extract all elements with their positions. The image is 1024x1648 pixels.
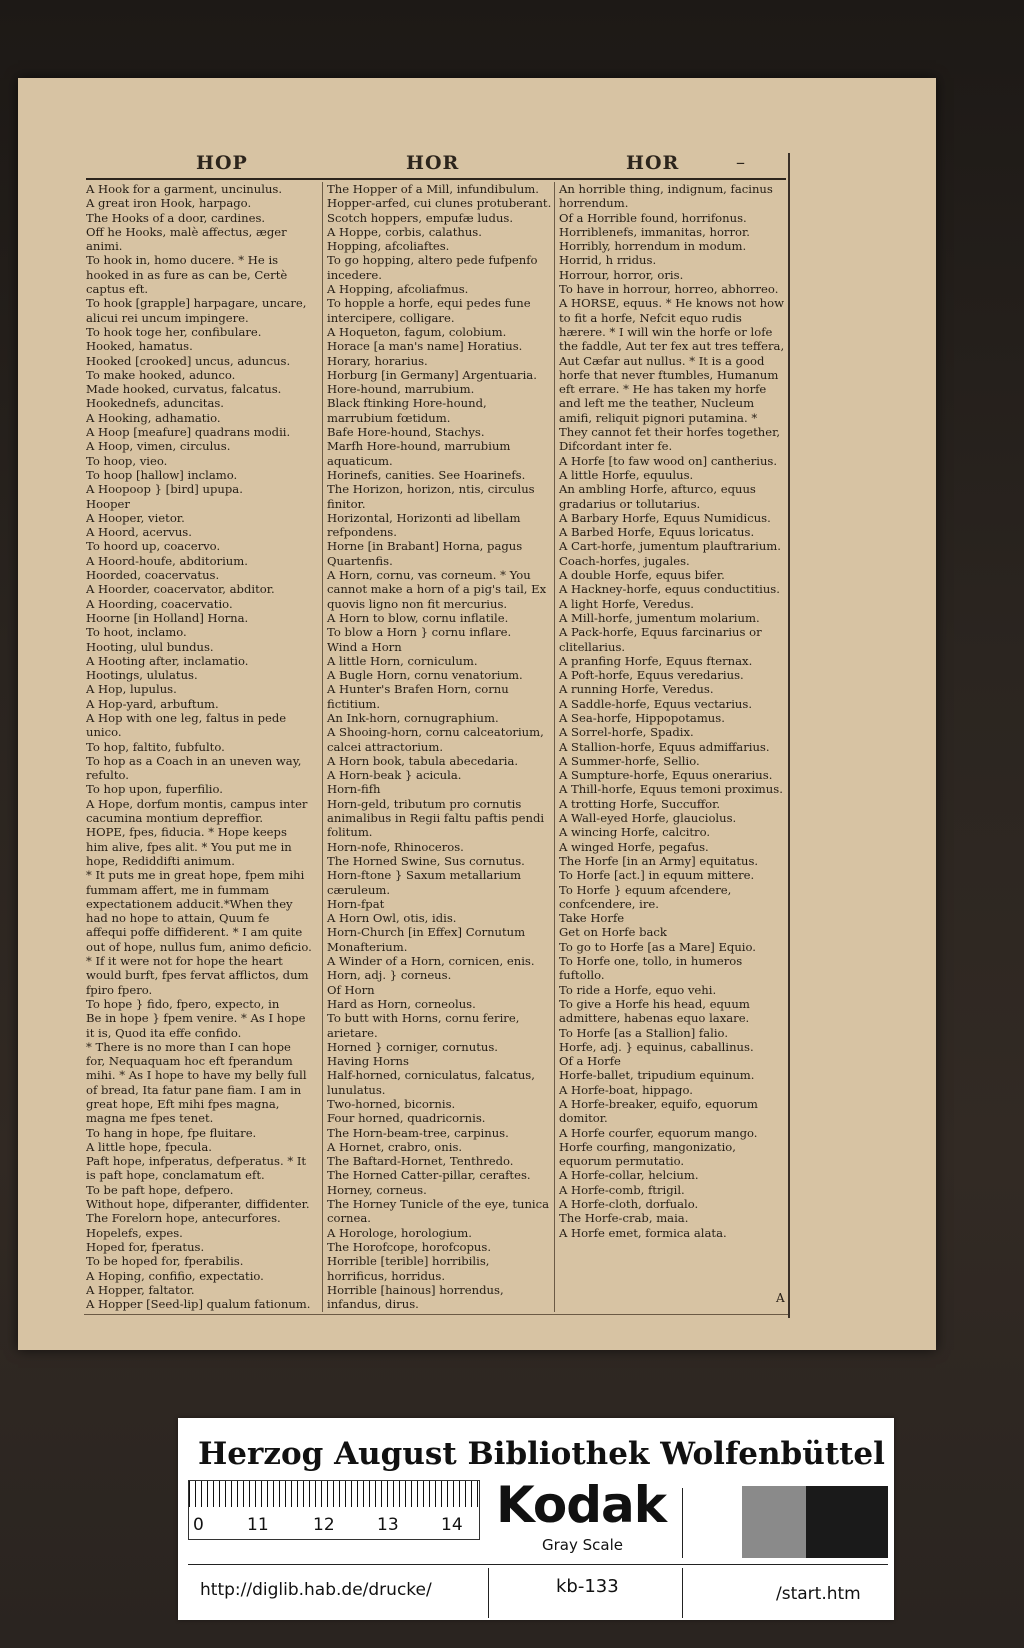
dictionary-entry: The Horney Tunicle of the eye, tunica cornea.: [327, 1197, 550, 1226]
ruler-label: 13: [377, 1515, 399, 1535]
dictionary-entry: A Horologe, horologium.: [327, 1225, 472, 1240]
dictionary-entry: An ambling Horfe, afturco, equus gradarius or tollutarius.: [559, 482, 756, 511]
dictionary-entry: A Horfe-comb, ftrigil.: [559, 1182, 685, 1197]
dictionary-entry: Off he Hooks, malè affectus, æger animi.: [86, 224, 287, 254]
dictionary-entry: Hooper: [86, 496, 130, 511]
dictionary-entry: To Horfe [act.] in equum mittere.: [559, 868, 755, 883]
dictionary-entry: Take Horfe: [559, 911, 625, 926]
header-dash: –: [736, 152, 745, 173]
ruler-label: 0: [193, 1515, 204, 1535]
dictionary-entry: Of Horn: [327, 982, 375, 997]
dictionary-entry: Having Horns: [327, 1054, 409, 1069]
dictionary-entry: A great iron Hook, harpago.: [86, 196, 252, 211]
dictionary-entry: A pranfing Horfe, Equus fternax.: [559, 653, 753, 668]
dictionary-entry: Be in hope } fpem venire. * As I hope it is, Quod ita effe confido.: [86, 1011, 306, 1040]
dictionary-entry: To hang in hope, fpe fluitare.: [86, 1125, 257, 1140]
dictionary-entry: * There is no more than I can hope for, Nequaquam hoc eft fperandum mihi. * As I hope to have my belly full of bread, Ita fatur pane fiam. I am in great hope, Eft mihi fpes magna, magna me fpes tenet.: [86, 1039, 307, 1126]
header-center: HOR: [406, 152, 460, 174]
dictionary-entry: Horinefs, canities. See Hoarinefs.: [327, 467, 526, 482]
dictionary-entry: Hopper-arfed, cui clunes protuberant.: [327, 196, 552, 211]
dictionary-entry: A Thill-horfe, Equus temoni proximus.: [559, 782, 783, 797]
dictionary-entry: To go to Horfe [as a Mare] Equio.: [559, 939, 756, 954]
dictionary-entry: Paft hope, infperatus, defperatus. * It is paft hope, conclamatum eft.: [86, 1154, 307, 1183]
dictionary-entry: A Hoping, confifio, expectatio.: [86, 1268, 264, 1283]
dictionary-entry: A Sumpture-horfe, Equus onerarius.: [559, 768, 773, 783]
dictionary-entry: A Hoorder, coacervator, abditor.: [86, 582, 275, 597]
ruler-label: 11: [247, 1515, 269, 1535]
dictionary-entry: Horn-nofe, Rhinoceros.: [327, 839, 464, 854]
dictionary-entry: Horfe, adj. } equinus, caballinus.: [559, 1039, 754, 1054]
dictionary-entry: To butt with Horns, cornu ferire, arietare.: [327, 1011, 520, 1040]
dictionary-entry: An Ink-horn, cornugraphium.: [327, 710, 499, 725]
dictionary-entry: A Hooking, adhamatio.: [86, 410, 221, 425]
dictionary-entry: To blow a Horn } cornu inflare.: [327, 625, 512, 640]
dictionary-entry: A Hunter's Brafen Horn, cornu fictitium.: [327, 682, 509, 711]
dictionary-entry: The Horfe [in an Army] equitatus.: [559, 853, 759, 868]
dictionary-entry: A Horfe courfer, equorum mango.: [559, 1125, 758, 1140]
dictionary-entry: To Horfe } equum afcendere, confcendere, ire.: [559, 882, 732, 911]
dictionary-entry: A Winder of a Horn, cornicen, enis.: [327, 954, 535, 969]
column-1: [86, 182, 312, 1312]
start-path: /start.htm: [776, 1584, 861, 1604]
dictionary-entry: Hooked [crooked] uncus, aduncus.: [86, 353, 291, 368]
header-right: HOR: [626, 152, 680, 174]
dictionary-entry: Horn-ftone } Saxum metallarium cæruleum.: [327, 868, 522, 897]
dictionary-entry: To hopple a horfe, equi pedes fune intercipere, colligare.: [327, 296, 531, 325]
dictionary-entry: Without hope, difperanter, diffidenter.: [86, 1197, 310, 1212]
divider: [682, 1488, 683, 1558]
divider: [488, 1568, 489, 1618]
dictionary-entry: To hoot, inclamo.: [86, 625, 187, 640]
dictionary-entry: Hooked, hamatus.: [86, 339, 193, 354]
dictionary-entry: A Sea-horfe, Hippopotamus.: [559, 710, 725, 725]
dictionary-entry: A Pack-horfe, Equus farcinarius or clitellarius.: [559, 625, 762, 654]
dictionary-entry: Hooting, ulul bundus.: [86, 639, 214, 654]
dictionary-entry: Horrour, horror, oris.: [559, 267, 684, 282]
dictionary-entry: The Horfe-crab, maia.: [559, 1211, 689, 1226]
library-title: Herzog August Bibliothek Wolfenbüttel: [198, 1436, 885, 1472]
gray-scale-label: Gray Scale: [542, 1536, 623, 1554]
dictionary-entry: Horrid, h rridus.: [559, 253, 657, 268]
dictionary-entry: A Hoqueton, fagum, colobium.: [327, 324, 507, 339]
dictionary-entry: A Horn-beak } acicula.: [327, 768, 462, 783]
dictionary-entry: Horrible [hainous] horrendus, infandus, dirus.: [327, 1282, 504, 1312]
dictionary-entry: The Forelorn hope, antecurfores.: [86, 1211, 281, 1226]
dictionary-entry: A Horn, cornu, vas corneum. * You cannot make a horn of a pig's tail, Ex quovis ligno non fit mercurius.: [327, 568, 547, 611]
dictionary-entry: A Poft-horfe, Equus veredarius.: [559, 668, 744, 683]
dictionary-entry: To hoop, vieo.: [86, 453, 168, 468]
dictionary-entry: The Horofcope, horofcopus.: [327, 1239, 492, 1254]
dictionary-entry: * It puts me in great hope, fpem mihi fummam affert, me in fummam expectationem adducit.*When they had no hope to attain, Quum fe affequi poffe diffiderent. * I am quite out of hope, nullus fum, animo deficio. * If it were not for hope the heart would burft, fpes fervat afflictos, dum fpiro fpero.: [86, 868, 312, 997]
dictionary-entry: A Hop, lupulus.: [86, 682, 177, 697]
dictionary-entry: To give a Horfe his head, equum admittere, habenas equo laxare.: [559, 996, 750, 1026]
source-url: http://diglib.hab.de/drucke/: [200, 1580, 432, 1600]
dictionary-entry: A wincing Horfe, calcitro.: [559, 825, 711, 840]
dictionary-entry: To be paft hope, defpero.: [86, 1182, 234, 1197]
dictionary-entry: A winged Horfe, pegafus.: [559, 839, 709, 854]
ruler-label: 12: [313, 1515, 335, 1535]
dictionary-entry: A double Horfe, equus bifer.: [559, 568, 725, 583]
dictionary-entry: Wind a Horn: [327, 639, 402, 654]
dictionary-entry: A HORSE, equus. * He knows not how to fit a horfe, Nefcit equo rudis hærere. * I will win the horfe or lofe the faddle, Aut ter fex aut tres teffera, Aut Cæfar aut nullus. * It is a good horfe that never ftumbles, Humanum eft errare. * He has taken my horfe and left me the teather, Nucleum amifi, reliquit pignori putamina. * They cannot fet their horfes together, Difcordant inter fe.: [559, 296, 785, 454]
dictionary-entry: A Mill-horfe, jumentum molarium.: [559, 610, 760, 625]
dictionary-entry: A Horfe-boat, hippago.: [559, 1082, 693, 1097]
dictionary-entry: A Hope, dorfum montis, campus inter cacumina montium depreffior.: [86, 796, 308, 826]
dictionary-entry: To Horfe one, tollo, in humeros fuftollo.: [559, 954, 743, 983]
dictionary-entry: A Hoord-houfe, abditorium.: [86, 553, 248, 568]
dictionary-entry: A Horfe [to faw wood on] cantherius.: [559, 453, 778, 468]
dictionary-entry: To hook in, homo ducere. * He is hooked in as fure as can be, Certè captus eft.: [86, 253, 288, 297]
dictionary-entry: To ride a Horfe, equo vehi.: [559, 982, 717, 997]
page-frame-bottom: [84, 1314, 788, 1315]
dictionary-entry: Horizontal, Horizonti ad libellam refpondens.: [327, 510, 521, 540]
dictionary-entry: Horace [a man's name] Horatius.: [327, 339, 523, 354]
header-left: HOP: [196, 152, 248, 174]
dictionary-entry: Of a Horfe: [559, 1054, 621, 1069]
dictionary-entry: To hook toge her, confibulare.: [86, 324, 262, 339]
dictionary-entry: Half-horned, corniculatus, falcatus, lunulatus.: [327, 1068, 535, 1097]
dictionary-entry: HOPE, fpes, fiducia. * Hope keeps him alive, fpes alit. * You put me in hope, Rediddifti animum.: [86, 825, 292, 868]
dictionary-entry: A Hoop, vimen, circulus.: [86, 439, 231, 454]
gray-patch-dark: [806, 1486, 888, 1558]
dictionary-entry: A little hope, fpecula.: [86, 1139, 212, 1154]
ruler-label: 14: [441, 1515, 463, 1535]
page-frame-right: [788, 153, 790, 1318]
dictionary-entry: Horned } corniger, cornutus.: [327, 1039, 498, 1054]
dictionary-entry: A Shooing-horn, cornu calceatorium, calcei attractorium.: [327, 725, 544, 754]
running-header: [86, 150, 786, 180]
dictionary-columns: [86, 182, 786, 1312]
dictionary-entry: Horne [in Brabant] Horna, pagus Quartenfis.: [327, 539, 523, 568]
dictionary-entry: Hoorne [in Holland] Horna.: [86, 610, 249, 625]
dictionary-entry: Hopelefs, expes.: [86, 1225, 183, 1240]
dictionary-entry: To hoord up, coacervo.: [86, 539, 221, 554]
dictionary-entry: Made hooked, curvatus, falcatus.: [86, 382, 282, 397]
dictionary-entry: To be hoped for, fperabilis.: [86, 1254, 244, 1269]
dictionary-entry: The Horizon, horizon, ntis, circulus finitor.: [327, 482, 535, 511]
dictionary-entry: A running Horfe, Veredus.: [559, 682, 714, 697]
gray-patch-mid: [742, 1486, 806, 1558]
dictionary-entry: A trotting Horfe, Succuffor.: [559, 796, 721, 811]
dictionary-entry: Hore-hound, marrubium.: [327, 382, 475, 397]
dictionary-entry: Hookednefs, aduncitas.: [86, 396, 224, 411]
dictionary-entry: Horn-fpat: [327, 896, 385, 911]
dictionary-entry: A Hopper [Seed-lip] qualum fationum.: [86, 1297, 311, 1312]
dictionary-entry: Horary, horarius.: [327, 353, 428, 368]
dictionary-entry: Hoped for, fperatus.: [86, 1239, 205, 1254]
dictionary-entry: A Hoopoop } [bird] upupa.: [86, 482, 243, 497]
shelfmark-code: kb-133: [556, 1576, 619, 1597]
dictionary-entry: A Hop-yard, arbuftum.: [86, 696, 219, 711]
dictionary-entry: A Wall-eyed Horfe, glauciolus.: [559, 811, 737, 826]
dictionary-entry: To make hooked, adunco.: [86, 367, 236, 382]
dictionary-entry: A Hoppe, corbis, calathus.: [327, 224, 482, 239]
dictionary-entry: Horfe courfing, mangonizatio, equorum permutatio.: [559, 1139, 736, 1169]
dictionary-entry: To hop, faltito, fubfulto.: [86, 739, 225, 754]
dictionary-entry: To hope } fido, fpero, expecto, in: [86, 996, 280, 1011]
dictionary-entry: Hoorded, coacervatus.: [86, 568, 220, 583]
dictionary-entry: Scotch hoppers, empufæ ludus.: [327, 210, 514, 225]
dictionary-entry: A Hornet, crabro, onis.: [327, 1139, 463, 1154]
dictionary-entry: Horrible [terible] horribilis, horrificus, horridus.: [327, 1254, 490, 1283]
dictionary-entry: The Hooks of a door, cardines.: [86, 210, 266, 225]
dictionary-entry: To hoop [hallow] inclamo.: [86, 467, 238, 482]
dictionary-entry: A Bugle Horn, cornu venatorium.: [327, 668, 523, 683]
dictionary-entry: A Hooper, vietor.: [86, 510, 185, 525]
dictionary-entry: Coach-horfes, jugales.: [559, 553, 690, 568]
dictionary-entry: A Hoop [meafure] quadrans modii.: [86, 425, 291, 440]
dictionary-entry: The Horned Swine, Sus cornutus.: [327, 853, 525, 868]
dictionary-entry: A Summer-horfe, Sellio.: [559, 753, 700, 768]
dictionary-entry: A Hop with one leg, faltus in pede unico.: [86, 710, 287, 740]
dictionary-entry: Horriblenefs, immanitas, horror.: [559, 224, 750, 239]
dictionary-entry: A Horn book, tabula abecedaria.: [327, 753, 519, 768]
dictionary-entry: Bafe Hore-hound, Stachys.: [327, 425, 485, 440]
dictionary-entry: A Horfe-collar, helcium.: [559, 1168, 699, 1183]
dictionary-entry: Horn-geld, tributum pro cornutis animalibus in Regii faltu paftis pendi folitum.: [327, 796, 545, 840]
dictionary-entry: Of a Horrible found, horrifonus.: [559, 210, 747, 225]
dictionary-entry: To have in horrour, horreo, abhorreo.: [559, 282, 779, 297]
dictionary-entry: Black ftinking Hore-hound, marrubium fœtidum.: [327, 396, 487, 425]
column-3: [554, 182, 785, 1312]
column-2: [322, 182, 553, 1312]
dictionary-entry: A Hoord, acervus.: [86, 525, 192, 540]
dictionary-entry: A Saddle-horfe, Equus vectarius.: [559, 696, 753, 711]
dictionary-entry: A Stallion-horfe, Equus admiffarius.: [559, 739, 770, 754]
dictionary-entry: A light Horfe, Veredus.: [559, 596, 694, 611]
dictionary-entry: Horney, corneus.: [327, 1182, 427, 1197]
dictionary-entry: Horn-fifh: [327, 782, 381, 797]
dictionary-entry: Get on Horfe back: [559, 925, 667, 940]
dictionary-entry: A Cart-horfe, jumentum plauftrarium.: [559, 539, 781, 554]
dictionary-entry: A little Horn, corniculum.: [327, 653, 478, 668]
dictionary-entry: A little Horfe, equulus.: [559, 467, 694, 482]
dictionary-entry: The Hopper of a Mill, infundibulum.: [327, 182, 539, 196]
dictionary-entry: Horn, adj. } corneus.: [327, 968, 452, 983]
dictionary-entry: Hootings, ululatus.: [86, 668, 198, 683]
dictionary-entry: Four horned, quadricornis.: [327, 1111, 486, 1126]
dictionary-entry: An horrible thing, indignum, facinus horrendum.: [559, 182, 773, 211]
dictionary-entry: A Horfe-breaker, equifo, equorum domitor.: [559, 1097, 758, 1126]
dictionary-entry: A Horn Owl, otis, idis.: [327, 911, 457, 926]
dictionary-entry: Marfh Hore-hound, marrubium aquaticum.: [327, 439, 511, 468]
dictionary-entry: A Horfe emet, formica alata.: [559, 1225, 727, 1240]
dictionary-entry: To hop upon, fuperfilio.: [86, 782, 223, 797]
dictionary-entry: A Sorrel-horfe, Spadix.: [559, 725, 694, 740]
dictionary-entry: To hop as a Coach in an uneven way, refulto.: [86, 753, 302, 783]
dictionary-entry: A Barbary Horfe, Equus Numidicus.: [559, 510, 771, 525]
dictionary-entry: A Hooting after, inclamatio.: [86, 653, 249, 668]
dictionary-entry: The Horn-beam-tree, carpinus.: [327, 1125, 509, 1140]
divider: [188, 1564, 888, 1565]
dictionary-entry: A Horn to blow, cornu inflatile.: [327, 610, 509, 625]
scale-ruler: [188, 1480, 480, 1540]
dictionary-entry: Two-horned, bicornis.: [327, 1097, 456, 1111]
dictionary-entry: A Horfe-cloth, dorfualo.: [559, 1197, 699, 1212]
dictionary-entry: A Hopping, afcoliafmus.: [327, 282, 469, 297]
dictionary-entry: A Hopper, faltator.: [86, 1282, 195, 1297]
book-page: [18, 78, 936, 1350]
dictionary-entry: Hopping, afcoliaftes.: [327, 239, 450, 254]
dictionary-entry: Horn-Church [in Effex] Cornutum Monafterium.: [327, 925, 526, 954]
dictionary-entry: A Barbed Horfe, Equus loricatus.: [559, 525, 755, 540]
dictionary-entry: Hard as Horn, corneolus.: [327, 996, 476, 1011]
dictionary-entry: A Hook for a garment, uncinulus.: [86, 182, 283, 196]
dictionary-entry: To go hopping, altero pede fufpenfo incedere.: [327, 253, 538, 282]
dictionary-entry: Horribly, horrendum in modum.: [559, 239, 747, 254]
dictionary-entry: Horburg [in Germany] Argentuaria.: [327, 367, 537, 382]
dictionary-entry: To hook [grapple] harpagare, uncare, alicui rei uncum impingere.: [86, 296, 307, 325]
dictionary-entry: The Horned Catter-pillar, ceraftes.: [327, 1168, 531, 1183]
divider: [682, 1568, 683, 1618]
signature-mark: A: [776, 1291, 785, 1305]
color-target-card: [178, 1418, 894, 1620]
dictionary-entry: To Horfe [as a Stallion] falio.: [559, 1025, 729, 1040]
dictionary-entry: Horfe-ballet, tripudium equinum.: [559, 1068, 755, 1083]
kodak-logo: Kodak: [496, 1476, 666, 1534]
dictionary-entry: A Hoording, coacervatio.: [86, 596, 233, 611]
dictionary-entry: A Hackney-horfe, equus conductitius.: [559, 582, 780, 597]
dictionary-entry: The Baftard-Hornet, Tenthredo.: [327, 1154, 514, 1169]
